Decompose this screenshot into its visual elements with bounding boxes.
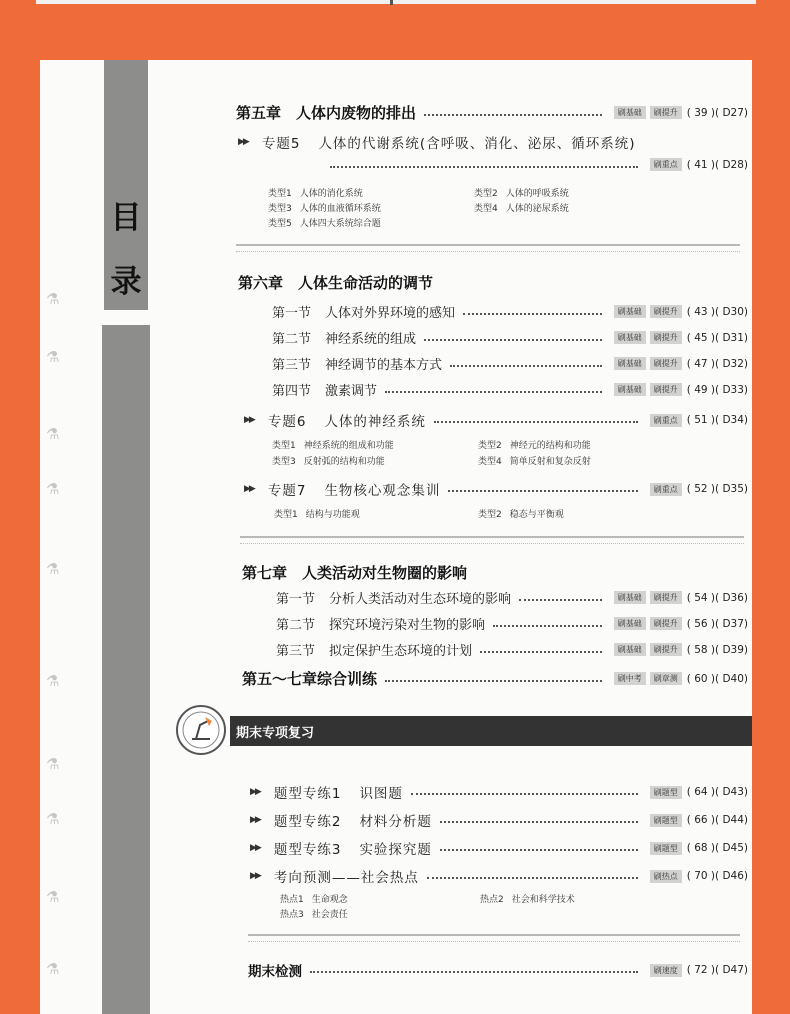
page-ref: ( 72 )( D47): [686, 964, 748, 976]
toc-section[interactable]: [272, 380, 748, 399]
leader-dots: [427, 877, 638, 879]
leader-dots: [330, 166, 638, 168]
leader-dots: [424, 339, 602, 341]
item-number: 题型专练3: [273, 842, 342, 858]
double-arrow-icon: ▶▶: [250, 815, 260, 825]
double-arrow-icon: ▶▶: [244, 484, 254, 494]
section-title: 拟定保护生态环境的计划: [329, 644, 473, 659]
badge: 刷速度: [650, 964, 682, 977]
leader-dots: [411, 793, 638, 795]
toc-review-item[interactable]: [250, 866, 748, 886]
topic-title: 人体的神经系统: [324, 414, 426, 430]
section-number: 第四节: [272, 384, 312, 399]
leader-dots: [493, 625, 602, 627]
type-item: 类型2 神经元的结构和功能: [478, 441, 591, 451]
page-ref: ( 51 )( D34): [686, 414, 748, 426]
leader-dots: [424, 114, 602, 116]
toc-section[interactable]: [276, 614, 748, 633]
hotspot-item: 热点1 生命观念: [280, 895, 348, 905]
microscope-icon: ⚗: [46, 560, 60, 578]
section-number: 第二节: [272, 332, 312, 347]
type-item: 类型1 结构与功能观: [274, 510, 360, 520]
page-ref: ( 58 )( D39): [686, 643, 748, 656]
page-ref: ( 43 )( D30): [686, 305, 748, 318]
chapter-title: 第六章 人体生命活动的调节: [238, 274, 434, 292]
item-title: 实验探究题: [359, 842, 432, 858]
review-title: 期末专项复习: [236, 726, 315, 741]
microscope-icon: ⚗: [46, 480, 60, 498]
toc-final-test[interactable]: [248, 960, 748, 980]
section-number: 第一节: [272, 306, 312, 321]
microscope-icon: ⚗: [46, 810, 60, 828]
toc-review-item[interactable]: [250, 782, 748, 802]
badge: 刷提升: [650, 106, 682, 119]
badge: 刷基础: [614, 383, 646, 396]
section-title: 激素调节: [325, 384, 378, 399]
badge: 刷热点: [650, 870, 682, 883]
microscope-icon: ⚗: [46, 425, 60, 443]
type-item: 类型4 人体的泌尿系统: [474, 204, 569, 214]
microscope-icon: ⚗: [46, 290, 60, 308]
leader-dots: [448, 490, 637, 492]
toc-section[interactable]: [272, 354, 748, 373]
section-divider: [240, 536, 744, 544]
leader-dots: [519, 599, 602, 601]
title-char-2: 录: [110, 264, 142, 300]
badge: 刷提升: [650, 591, 682, 604]
microscope-icon: ⚗: [46, 672, 60, 690]
item-title: ——社会热点: [331, 870, 419, 886]
toc-topic-6[interactable]: [244, 410, 748, 430]
badge: 刷基础: [614, 617, 646, 630]
hotspot-item: 热点3 社会责任: [280, 910, 348, 920]
double-arrow-icon: ▶▶: [250, 871, 260, 881]
leader-dots: [450, 365, 602, 367]
section-title: 神经调节的基本方式: [325, 358, 443, 373]
page-ref: ( 39 )( D27): [686, 106, 748, 119]
badge: 刷基础: [614, 331, 646, 344]
title-char-1: 目: [110, 200, 142, 236]
section-title: 探究环境污染对生物的影响: [329, 618, 486, 633]
badge: 刷提升: [650, 383, 682, 396]
section-number: 第三节: [276, 644, 316, 659]
badge: 刷题型: [650, 814, 682, 827]
lamp-icon: [176, 705, 226, 755]
page-ref: ( 60 )( D40): [686, 672, 748, 685]
toc-section[interactable]: [276, 588, 748, 607]
badge: 刷基础: [614, 643, 646, 656]
badge: 刷基础: [614, 305, 646, 318]
leader-dots: [480, 651, 602, 653]
section-divider: [236, 244, 740, 252]
page-ref: ( 68 )( D45): [686, 842, 748, 854]
badge: 刷基础: [614, 357, 646, 370]
toc-section[interactable]: [272, 302, 748, 321]
page-ref: ( 45 )( D31): [686, 331, 748, 344]
section-number: 第二节: [276, 618, 316, 633]
leader-dots: [385, 391, 602, 393]
toc-topic-5-title[interactable]: [238, 132, 635, 152]
leader-dots: [310, 971, 638, 973]
badge: 刷中考: [614, 672, 646, 685]
badge: 刷基础: [614, 591, 646, 604]
double-arrow-icon: ▶▶: [238, 137, 248, 147]
badge: 刷重点: [650, 483, 682, 496]
section-title: 人体对外界环境的感知: [325, 306, 456, 321]
chapter-title: 期末检测: [248, 964, 302, 980]
badge: 刷提升: [650, 617, 682, 630]
type-item: 类型2 人体的呼吸系统: [474, 189, 569, 199]
badge: 刷提升: [650, 305, 682, 318]
type-item: 类型2 稳态与平衡观: [478, 510, 564, 520]
page-ref: ( 47 )( D32): [686, 357, 748, 370]
item-number: 考向预测: [273, 870, 332, 886]
type-item: 类型4 简单反射和复杂反射: [478, 457, 591, 467]
topic-number: 专题5: [261, 136, 301, 152]
type-item: 类型1 神经系统的组成和功能: [272, 441, 394, 451]
double-arrow-icon: ▶▶: [244, 415, 254, 425]
toc-review-item[interactable]: [250, 810, 748, 830]
leader-dots: [385, 680, 602, 682]
toc-topic-7[interactable]: [244, 479, 748, 499]
title-bar: [104, 60, 148, 310]
topic-title: 生物核心观念集训: [324, 483, 441, 499]
page-ref: ( 54 )( D36): [686, 591, 748, 604]
hotspot-item: 热点2 社会和科学技术: [480, 895, 575, 905]
page-ref: ( 66 )( D44): [686, 814, 748, 826]
toc-section[interactable]: [276, 640, 748, 659]
chapter-title: 第五～七章综合训练: [242, 670, 378, 688]
double-arrow-icon: ▶▶: [250, 843, 260, 853]
microscope-icon: ⚗: [46, 348, 60, 366]
badge: 刷题型: [650, 842, 682, 855]
leader-dots: [434, 421, 638, 423]
section-number: 第一节: [276, 592, 316, 607]
page-ref: ( 56 )( D37): [686, 617, 748, 630]
side-decor-bar: [102, 325, 150, 1014]
topic-number: 专题7: [267, 483, 307, 499]
toc-combined-training[interactable]: [242, 668, 748, 689]
item-number: 题型专练1: [273, 786, 342, 802]
badge: 刷章测: [650, 672, 682, 685]
microscope-icon: ⚗: [46, 960, 60, 978]
type-item: 类型1 人体的消化系统: [268, 189, 363, 199]
topic-title: 人体的代谢系统(含呼吸、消化、泌尿、循环系统): [318, 136, 636, 152]
toc-page: [40, 60, 752, 1014]
type-item: 类型5 人体四大系统综合题: [268, 219, 381, 229]
page-ref: ( 41 )( D28): [686, 158, 748, 171]
page-ref: ( 52 )( D35): [686, 483, 748, 495]
item-title: 识图题: [359, 786, 403, 802]
section-number: 第三节: [272, 358, 312, 373]
badge: 刷基础: [614, 106, 646, 119]
double-arrow-icon: ▶▶: [250, 787, 260, 797]
top-page-edge: [36, 0, 756, 4]
microscope-icon: ⚗: [46, 888, 60, 906]
item-number: 题型专练2: [273, 814, 342, 830]
section-divider: [248, 934, 740, 942]
leader-dots: [440, 849, 638, 851]
topic-number: 专题6: [267, 414, 307, 430]
type-item: 类型3 人体的血液循环系统: [268, 204, 381, 214]
badge: 刷题型: [650, 786, 682, 799]
leader-dots: [463, 313, 602, 315]
page-ref: ( 49 )( D33): [686, 383, 748, 396]
toc-chapter-5[interactable]: [236, 102, 748, 123]
page-ref: ( 64 )( D43): [686, 786, 748, 798]
microscope-icon: ⚗: [46, 755, 60, 773]
section-title: 神经系统的组成: [325, 332, 417, 347]
chapter-title: 第五章 人体内废物的排出: [236, 104, 417, 122]
toc-review-item[interactable]: [250, 838, 748, 858]
toc-chapter-7[interactable]: [242, 562, 467, 583]
chapter-title: 第七章 人类活动对生物圈的影响: [242, 564, 468, 582]
badge: 刷重点: [650, 414, 682, 427]
badge: 刷提升: [650, 331, 682, 344]
type-item: 类型3 反射弧的结构和功能: [272, 457, 385, 467]
toc-section[interactable]: [272, 328, 748, 347]
toc-topic-5-page[interactable]: [330, 158, 748, 171]
badge: 刷提升: [650, 357, 682, 370]
item-title: 材料分析题: [359, 814, 432, 830]
leader-dots: [440, 821, 638, 823]
section-title: 分析人类活动对生态环境的影响: [329, 592, 512, 607]
page-ref: ( 70 )( D46): [686, 870, 748, 882]
badge: 刷提升: [650, 643, 682, 656]
top-page-mark: [390, 0, 393, 5]
toc-chapter-6[interactable]: [238, 272, 433, 293]
badge: 刷重点: [650, 158, 682, 171]
